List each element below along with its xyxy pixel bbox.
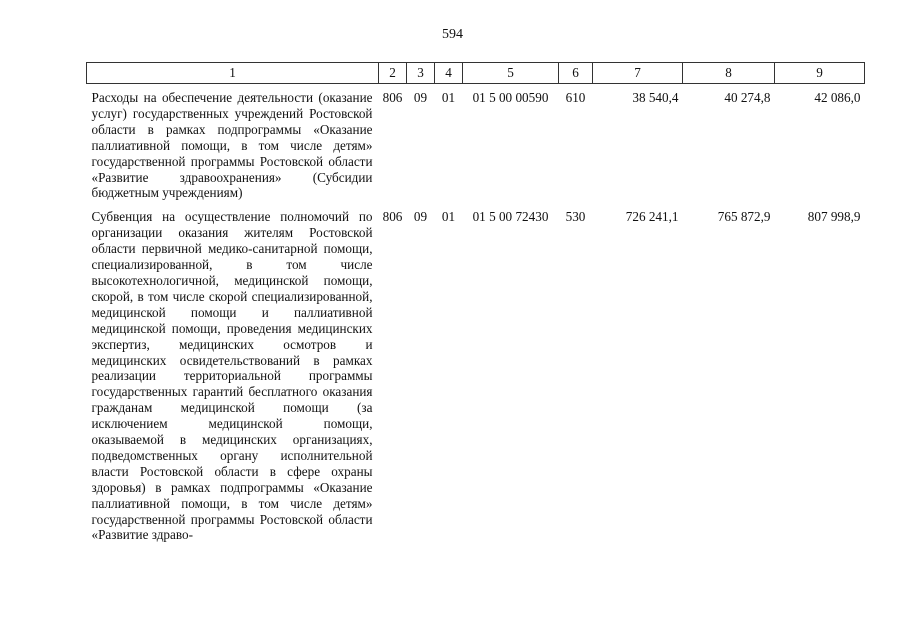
- header-cell: 6: [559, 63, 593, 84]
- header-cell: 5: [463, 63, 559, 84]
- cell-amount-year1: 726 241,1: [625, 209, 679, 225]
- row-description: Субвенция на осуществление полномочий по организации оказания жителям Ростовской области первичной медико-санитарной помощи, специализированной, в том числе высокотехнологичной, медицинской помощи, скорой, в том числе скорой специализированной, медицинской помощи и паллиативной медицинской помощи, проведения медицинских экспертиз, медицинских осмотров и медицинских освидетельствований в рамках реализации территориальной программы государственных гарантий бесплатного оказания гражданам медицинской помощи (за исключением медицинской помощи, оказываемой в медицинских организациях, подведомственных органу исполнительной власти Ростовской области в сфере охраны здоровья) в рамках подпрограммы «Оказание паллиативной помощи, в том числе детям» государственной программы Ростовской области «Развитие здраво-: [91, 209, 373, 543]
- cell-amount-year3: 807 998,9: [807, 209, 861, 225]
- table-header-row: [87, 63, 865, 84]
- cell-amount-year1: 38 540,4: [632, 90, 679, 105]
- budget-table: [86, 62, 865, 549]
- header-cell: 2: [379, 63, 407, 84]
- cell-target-article: 01 5 00 00590: [472, 90, 549, 105]
- table-row: [87, 84, 865, 208]
- row-description: Расходы на обеспечение деятельности (оказание услуг) государственных учреждений Ростовской области в рамках подпрограммы «Оказание паллиативной помощи, в том числе детям» государственной программы Ростовской области «Развитие здравоохранения» (Субсидии бюджетным учреждениям): [91, 90, 373, 201]
- cell-ministry-code: 806: [382, 90, 403, 105]
- cell-subsection: 01: [441, 209, 456, 225]
- cell-expense-type: 610: [565, 90, 586, 105]
- cell-ministry-code: 806: [382, 209, 403, 225]
- header-cell: 7: [593, 63, 683, 84]
- cell-subsection: 01: [441, 90, 456, 105]
- page-number: 594: [442, 27, 463, 42]
- header-cell: 9: [775, 63, 865, 84]
- cell-target-article: 01 5 00 72430: [472, 209, 549, 225]
- cell-amount-year2: 40 274,8: [724, 90, 771, 105]
- cell-expense-type: 530: [565, 209, 586, 225]
- cell-section: 09: [413, 90, 428, 105]
- cell-amount-year2: 765 872,9: [717, 209, 771, 225]
- cell-amount-year3: 42 086,0: [814, 90, 861, 105]
- table-row: [87, 207, 865, 549]
- header-cell: 3: [407, 63, 435, 84]
- cell-section: 09: [413, 209, 428, 225]
- header-cell: 8: [683, 63, 775, 84]
- header-cell: 1: [87, 63, 379, 84]
- header-cell: 4: [435, 63, 463, 84]
